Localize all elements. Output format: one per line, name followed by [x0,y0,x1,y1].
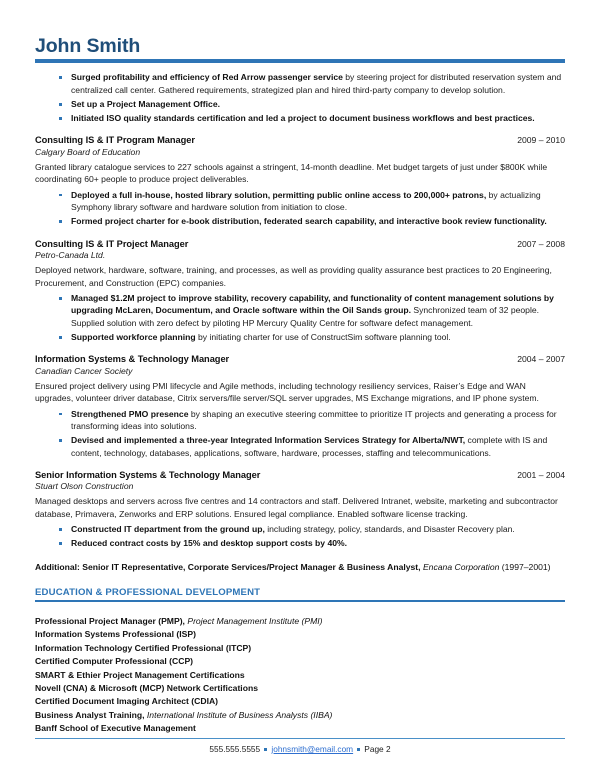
education-section [35,587,565,736]
bullet-bold-text: Constructed IT department from the ground up, [71,524,265,535]
education-item-institution: International Institute of Business Analysts (IIBA) [144,709,333,720]
job-company: Stuart Olson Construction [35,481,134,492]
bullet-bold-text: Strengthened PMO presence [71,408,189,419]
education-list [35,615,565,736]
experience-entry [35,354,565,459]
bullet-body-text: by actualizing Symphony library software and hardware solution from initiation to close. [71,189,541,213]
education-item [35,669,565,682]
education-item-name: Certified Document Imaging Architect (CDIA) [35,696,219,707]
job-dates: 2007 – 2008 [517,238,565,249]
experience-entry [35,239,565,344]
education-item-name: Business Analyst Training, [35,709,145,720]
job-company: Calgary Board of Education [35,146,141,157]
education-item-name: SMART & Ethier Project Management Certifications [35,669,245,680]
footer-contact-line [35,744,565,754]
job-bullet-list [35,189,565,228]
education-item [35,642,565,655]
job-bullet-list [35,408,565,459]
bullet-item [58,189,565,214]
experience-entry [35,135,565,227]
square-separator-icon [264,748,267,751]
job-summary: Ensured project delivery using PMI lifecycle and Agile methods, including technology resiliency services, Raiser’s Edge and WAN upgrades, volunteer driver database, Citrix servers/file server/SQL server upgrades, MS Exchange migrations, and IP phone system. [35,380,539,404]
job-summary: Deployed network, hardware, software, training, and processes, as well as providing quality assurance best practices to 20 Engineering, Procurement, and Construction (EPC) companies. [35,265,552,288]
page-title: John Smith [35,35,141,57]
additional-years: (1997–2001) [499,561,551,572]
job-company: Canadian Cancer Society [35,365,133,376]
additional-bold: Additional: Senior IT Representative, Corporate Services/Project Manager & Business Analyst, [35,561,421,572]
footer-divider [35,738,565,739]
education-item-name: Novell (CNA) & Microsoft (MCP) Network Certifications [35,682,258,693]
bullet-bold-text: Devised and implemented a three-year Integrated Information Services Strategy for Alberta/NWT, [71,435,466,446]
bullet-bold-text: Formed project charter for e-book distribution, federated search capability, and interactive book review functionality. [71,216,547,227]
square-separator-icon [357,748,360,751]
education-item [35,722,565,735]
education-item-name: Certified Computer Professional (CCP) [35,656,194,667]
job-title: Consulting IS & IT Program Manager [35,135,195,146]
bullet-item [58,434,565,459]
page-footer [35,738,565,754]
job-title: Information Systems & Technology Manager [35,354,230,365]
bullet-item [58,98,565,110]
bullet-body-text: by initiating charter for use of ConstructSim software planning tool. [195,331,451,342]
job-title: Senior Information Systems & Technology Manager [35,469,261,480]
bullet-bold-text: Surged profitability and efficiency of Red Arrow passenger service [71,72,343,83]
experience-entry-header [35,354,565,364]
bullet-item [58,537,565,549]
job-summary: Granted library catalogue services to 227 schools against a stringent, 14-month deadline. Met budget targets of just under $800K while coordinating 60+ people to produce project deliverables. [35,161,548,185]
footer-page-number: Page 2 [364,744,391,754]
job-dates: 2004 – 2007 [517,354,565,365]
bullet-bold-text: Deployed a full in-house, hosted library solution, permitting public online access to 200,000+ patrons, [71,189,487,200]
top-bullet-list [35,71,565,124]
experience-list [35,135,565,550]
job-dates: 2009 – 2010 [517,135,565,146]
education-item [35,682,565,695]
education-item [35,628,565,641]
experience-entry-header [35,239,565,249]
bullet-bold-text: Managed $1.2M project to improve stability, recovery capability, and functionality of content management solutions by upgrading McLaren, Documentum, and Oracle software within the Oil Sands group. [71,292,554,316]
bullet-body-text: Synchronized team of 32 people. Supplied solution with zero defect by piloting HP Mercury Quality Centre for software defect management. [71,305,540,328]
education-item-institution: Project Management Institute (PMI) [184,615,323,626]
bullet-item [58,215,565,227]
resume-header [35,0,565,63]
education-item-name: Professional Project Manager (PMP), [35,615,185,626]
job-summary: Managed desktops and servers across five centres and 14 contractors and staff. Delivered Intranet, website, marketing and subcontractor database, Primavera, Zenworks and ERP solutions. Ensured legal compliance. Enabled software license tracking. [35,496,558,519]
experience-entry-header [35,470,565,480]
bullet-bold-text: Initiated ISO quality standards certification and led a project to document business workflows and best practices. [71,112,535,123]
education-item-name: Information Technology Certified Professional (ITCP) [35,642,252,653]
bullet-body-text: by steering project for distributed reservation system and centralized call center. Gathered requirements, strategized plan and hired third-party company to develop solution. [71,72,562,95]
job-title: Consulting IS & IT Project Manager [35,238,189,249]
education-item [35,695,565,708]
bullet-item [58,112,565,124]
bullet-item [58,523,565,535]
header-divider [35,59,565,63]
footer-email-link[interactable]: johnsmith@email.com [271,744,354,754]
education-item [35,615,565,628]
experience-entry [35,470,565,550]
education-section-title: EDUCATION & PROFESSIONAL DEVELOPMENT [35,586,261,598]
job-company: Petro-Canada Ltd. [35,250,106,261]
bullet-item [58,71,565,96]
additional-experience-line [35,562,565,572]
bullet-body-text: including strategy, policy, standards, and Disaster Recovery plan. [264,524,515,535]
education-section-divider [35,600,565,602]
additional-company: Encana Corporation [420,561,500,572]
education-item-name: Banff School of Executive Management [35,723,196,734]
education-item [35,709,565,722]
bullet-item [58,408,565,433]
bullet-item [58,292,565,329]
job-dates: 2001 – 2004 [517,469,565,480]
bullet-bold-text: Set up a Project Management Office. [71,98,220,109]
education-item-name: Information Systems Professional (ISP) [35,629,196,640]
footer-phone: 555.555.5555 [209,744,261,754]
job-bullet-list [35,523,565,549]
experience-entry-header [35,135,565,145]
bullet-item [58,331,565,343]
bullet-body-text: by shaping an executive steering committee to prioritize IT projects and generating a process for transforming ideas into solutions. [71,408,557,432]
bullet-bold-text: Supported workforce planning [71,331,196,342]
job-bullet-list [35,292,565,343]
bullet-body-text: complete with IS and content, technology, databases, applications, software, hardware, processes, staffing and telecommunications. [71,435,548,458]
bullet-bold-text: Reduced contract costs by 15% and desktop support costs by 40%. [71,538,348,549]
education-item [35,655,565,668]
